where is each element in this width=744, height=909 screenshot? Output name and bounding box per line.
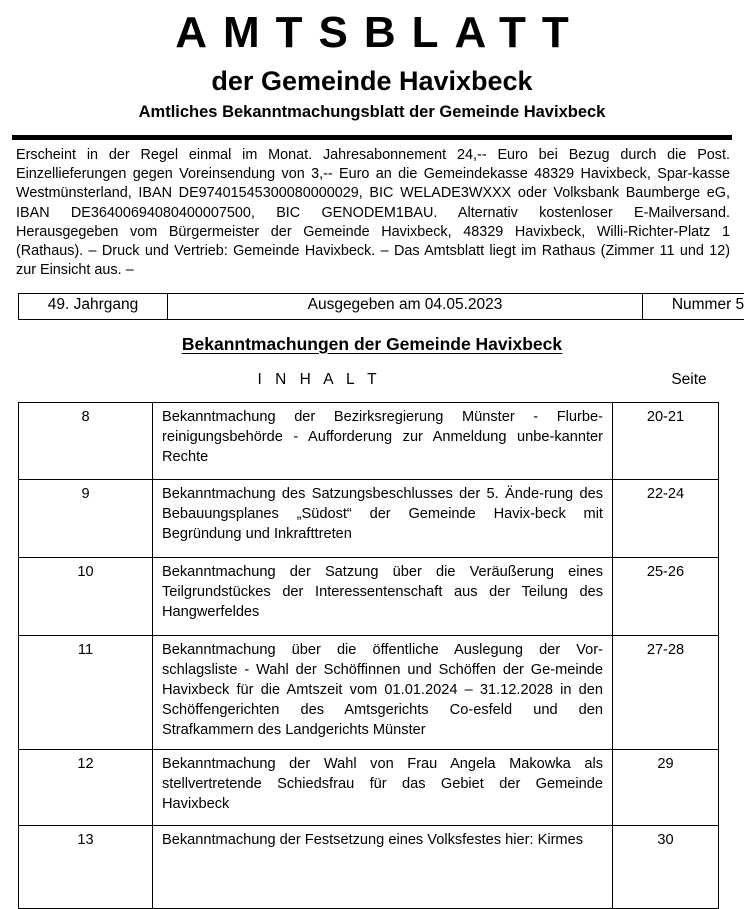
entry-pages: 27-28 bbox=[613, 635, 719, 749]
entry-title: Bekanntmachung der Satzung über die Veräußerung eines Teilgrundstückes der Interessentenschaft aus der Teilung des Hangwerfeldes bbox=[153, 557, 613, 635]
issue-number: Nummer 5 bbox=[643, 294, 744, 320]
entry-number: 12 bbox=[19, 749, 153, 825]
entry-number: 8 bbox=[19, 402, 153, 479]
masthead bbox=[0, 0, 744, 123]
contents-page-label: Seite bbox=[634, 371, 744, 389]
table-row bbox=[19, 557, 719, 635]
entry-number: 13 bbox=[19, 825, 153, 908]
table-row bbox=[19, 825, 719, 908]
publication-title: AMTSBLATT bbox=[0, 10, 744, 56]
contents-table bbox=[18, 402, 719, 909]
entry-number: 9 bbox=[19, 479, 153, 557]
contents-header bbox=[0, 371, 744, 393]
issue-date: Ausgegeben am 04.05.2023 bbox=[168, 294, 643, 320]
publication-tagline: Amtliches Bekanntmachungsblatt der Gemeinde Havixbeck bbox=[0, 103, 744, 123]
entry-number: 10 bbox=[19, 557, 153, 635]
entry-pages: 22-24 bbox=[613, 479, 719, 557]
entry-pages: 29 bbox=[613, 749, 719, 825]
table-row bbox=[19, 402, 719, 479]
entry-title: Bekanntmachung über die öffentliche Auslegung der Vor-schlagsliste - Wahl der Schöffinnen und Schöffen der Ge-meinde Havixbeck für die Amtszeit vom 01.01.2024 – 31.12.2028 in den Schöffengerichten des Amtsgerichts Co-esfeld und den Strafkammern des Landgerichts Münster bbox=[153, 635, 613, 749]
entry-title: Bekanntmachung der Bezirksregierung Münster - Flurbe-reinigungsbehörde - Aufforderung zur Anmeldung unbe-kannter Rechte bbox=[153, 402, 613, 479]
entry-pages: 20-21 bbox=[613, 402, 719, 479]
contents-label: I N H A L T bbox=[0, 371, 744, 389]
issue-row bbox=[19, 294, 744, 320]
imprint-text: Erscheint in der Regel einmal im Monat. Jahresabonnement 24,-- Euro bei Bezug durch die Post. Einzellieferungen gegen Voreinsendung von 3,-- Euro an die Gemeindekasse 48329 Havixbeck, Spar-kasse Westmünsterland, IBAN DE97401545300080000029, BIC WELADE3WXXX oder Volksbank Baumberge eG, IBAN DE36400694080400007500, BIC GENODEM1BAU. Alternativ kostenloser E-Mailversand. Herausgegeben vom Bürgermeister der Gemeinde Havixbeck, 48329 Havixbeck, Willi-Richter-Platz 1 (Rathaus). – Druck und Vertrieb: Gemeinde Havixbeck. – Das Amtsblatt liegt im Rathaus (Zimmer 11 und 12) zur Einsicht aus. – bbox=[16, 146, 730, 280]
entry-title: Bekanntmachung der Festsetzung eines Volksfestes hier: Kirmes bbox=[153, 825, 613, 908]
masthead-divider bbox=[12, 135, 732, 140]
entry-pages: 30 bbox=[613, 825, 719, 908]
entry-pages: 25-26 bbox=[613, 557, 719, 635]
entry-number: 11 bbox=[19, 635, 153, 749]
section-heading: Bekanntmachungen der Gemeinde Havixbeck bbox=[0, 334, 744, 355]
issue-volume: 49. Jahrgang bbox=[19, 294, 168, 320]
entry-title: Bekanntmachung der Wahl von Frau Angela Makowka als stellvertretende Schiedsfrau für das Gebiet der Gemeinde Havixbeck bbox=[153, 749, 613, 825]
table-row bbox=[19, 479, 719, 557]
issue-bar bbox=[18, 293, 744, 320]
publication-subtitle: der Gemeinde Havixbeck bbox=[0, 66, 744, 97]
table-row bbox=[19, 635, 719, 749]
entry-title: Bekanntmachung des Satzungsbeschlusses der 5. Ände-rung des Bebauungsplanes „Südost“ der Gemeinde Havix-beck mit Begründung und Inkrafttreten bbox=[153, 479, 613, 557]
table-row bbox=[19, 749, 719, 825]
